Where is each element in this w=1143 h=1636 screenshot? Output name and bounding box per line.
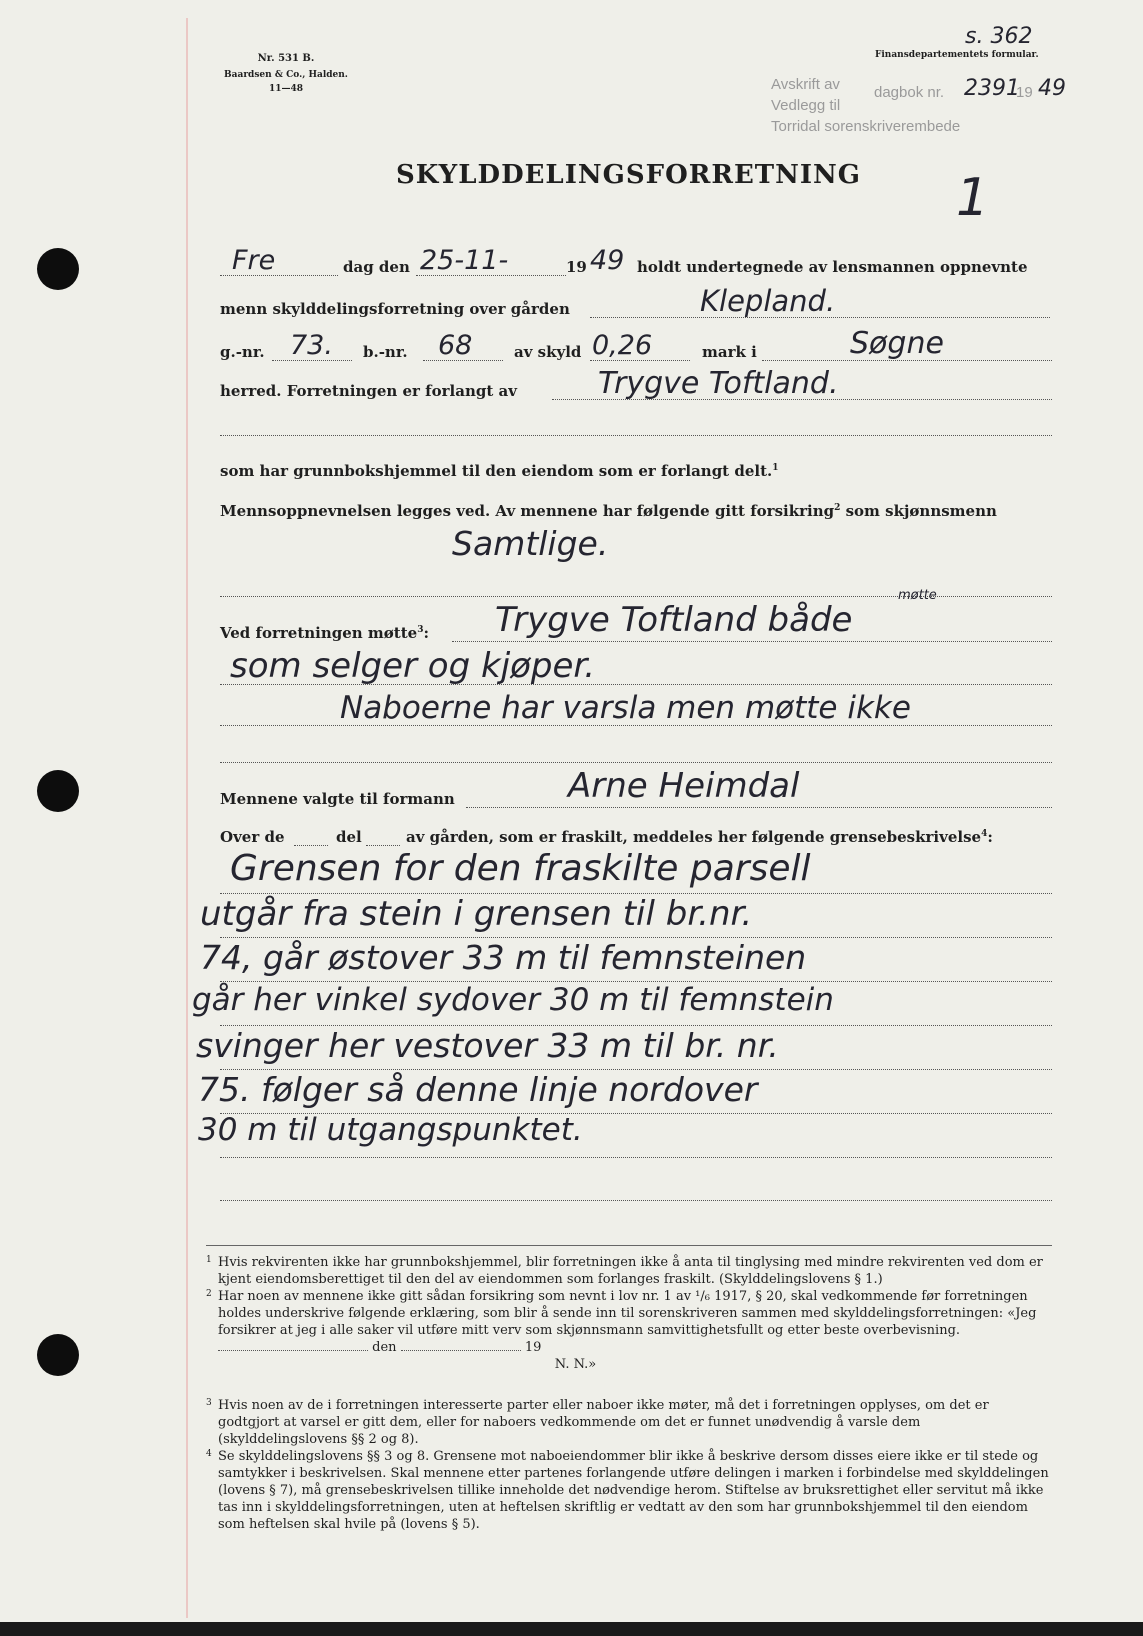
- boundary-line-6: 75. følger så denne linje nordover: [198, 1070, 758, 1109]
- date-value: 25-11-: [420, 245, 509, 276]
- del-label: del: [336, 828, 362, 846]
- year-value: 49: [590, 245, 625, 276]
- footnote-4: 4 Se skylddelingslovens §§ 3 og 8. Grensene mot naboeiendommer blir ikke å beskrive dersom disses eiere ikke er til stede og samtykker i beskrivelsen. Skal mennene etter partenes forlangende utføre delingen i marken i forbindelse med skylddelingen (lovens § 7), må grensebeskrivelsen tillike inneholde det nødvendige herom. Stiftelse av bruksrettighet eller servitut må ikke tas inn i skylddelingsforretningen, uten at heftelsen skriftlig er vedtatt av den som har grunnbokshjemmel til den eiendom som heftelsen skal hvile på (lovens § 5).: [206, 1449, 1049, 1532]
- stamp-line-2: Vedlegg til: [771, 97, 841, 114]
- mark-label: mark i: [702, 343, 757, 361]
- stamp-dagbok-label: dagbok nr.: [874, 84, 945, 101]
- gnr-value: 73.: [290, 330, 333, 361]
- document-title: SKYLDDELINGSFORRETNING: [396, 160, 862, 190]
- footnote-1: 1 Hvis rekvirenten ikke har grunnbokshjemmel, blir forretningen ikke å anta til tinglysing med mindre rekvirenten ved dom er kjent eiendomsberettiget til den del av eiendommen som forlanges fraskilt. (Skylddelingslovens § 1.): [206, 1255, 1043, 1287]
- farm-name: Klepland.: [700, 284, 836, 318]
- stamp-line-1: Avskrift av: [771, 76, 840, 93]
- herred-text: herred. Forretningen er forlangt av: [220, 382, 517, 400]
- dag-den-label: dag den: [343, 258, 410, 276]
- formann-label: Mennene valgte til formann: [220, 790, 455, 808]
- punch-hole-top: [37, 248, 79, 290]
- boundary-line-3: 74, går østover 33 m til femnsteinen: [200, 938, 807, 977]
- margin-line: [186, 18, 188, 1618]
- stamp-line-3: Torridal sorenskriverembede: [771, 118, 961, 135]
- menn-text: menn skylddelingsforretning over gården: [220, 300, 570, 318]
- boundary-line-4: går her vinkel sydover 30 m til femnstein: [192, 982, 834, 1018]
- attended-insert: møtte: [898, 588, 937, 603]
- mote-label: Ved forretningen møtte$^3$:: [220, 624, 430, 642]
- boundary-line-5: svinger her vestover 33 m til br. nr.: [196, 1026, 779, 1065]
- dagbok-number: 2391: [964, 76, 1020, 101]
- gnr-label: g.-nr.: [220, 343, 265, 361]
- skyld-label: av skyld: [514, 343, 582, 361]
- attended-line-3: Naboerne har varsla men møtte ikke: [340, 690, 911, 726]
- year-prefix: 19: [566, 258, 587, 276]
- printer-name: Baardsen & Co., Halden.: [224, 70, 348, 80]
- stamp-year-prefix: 19: [1016, 84, 1033, 101]
- mennsopp-text: Mennsoppnevnelsen legges ved. Av mennene har følgende gitt forsikring$^2$ som skjønnsmenn: [220, 502, 997, 520]
- municipality-value: Søgne: [850, 326, 944, 361]
- page-reference: s. 362: [965, 24, 1033, 49]
- av-garden-text: av gården, som er fraskilt, meddeles her følgende grensebeskrivelse$^4$:: [406, 828, 993, 846]
- skyld-value: 0,26: [592, 330, 653, 361]
- footnote-2: 2 Har noen av mennene ikke gitt sådan forsikring som nevnt i lov nr. 1 av ¹/₆ 1917, § 20, skal vedkommende før forretningen holdes underskrive følgende erklæring, som blir å sende inn til sorenskriveren sammen med skylddelingsforretningen: «Jeg forsikrer at jeg i alle saker vil utføre mitt verv som skjønnsmann samvittighetsfullt og etter beste overbevisning. den 19 N. N.»: [206, 1289, 1037, 1372]
- bnr-value: 68: [438, 330, 473, 361]
- footnote-3: 3 Hvis noen av de i forretningen interesserte parter eller naboer ikke møter, må det i forretningen opplyses, om det er godtgjort at varsel er gitt dem, eller for naboers vedkommende om det er funnet unødvendig å varsle dem (skylddelingslovens §§ 2 og 8).: [206, 1398, 989, 1447]
- punch-hole-middle: [37, 770, 79, 812]
- bnr-label: b.-nr.: [363, 343, 408, 361]
- handwritten-mark: 1: [956, 168, 990, 228]
- footnote-separator: [206, 1245, 1052, 1246]
- boundary-line-2: utgår fra stein i grensen til br.nr.: [200, 894, 753, 934]
- requested-by: Trygve Toftland.: [598, 366, 839, 401]
- holdt-text: holdt undertegnede av lensmannen oppnevnte: [637, 258, 1028, 276]
- form-number: Nr. 531 B.: [257, 53, 315, 64]
- chairman-name: Arne Heimdal: [568, 766, 800, 806]
- dagbok-year: 49: [1038, 76, 1066, 101]
- boundary-line-7: 30 m til utgangspunktet.: [198, 1112, 583, 1148]
- over-de-label: Over de: [220, 828, 285, 846]
- boundary-line-1: Grensen for den fraskilte parsell: [230, 848, 811, 889]
- punch-hole-bottom: [37, 1334, 79, 1376]
- print-date: 11—48: [268, 84, 304, 94]
- insured-men: Samtlige.: [452, 524, 609, 563]
- ministry-form-label: Finansdepartementets formular.: [875, 50, 1039, 60]
- weekday-value: Fre: [232, 245, 276, 276]
- grunnbok-text: som har grunnbokshjemmel til den eiendom som er forlangt delt.$^1$: [220, 462, 779, 480]
- attended-line-1: Trygve Toftland både: [495, 600, 853, 640]
- attended-line-2: som selger og kjøper.: [230, 646, 596, 686]
